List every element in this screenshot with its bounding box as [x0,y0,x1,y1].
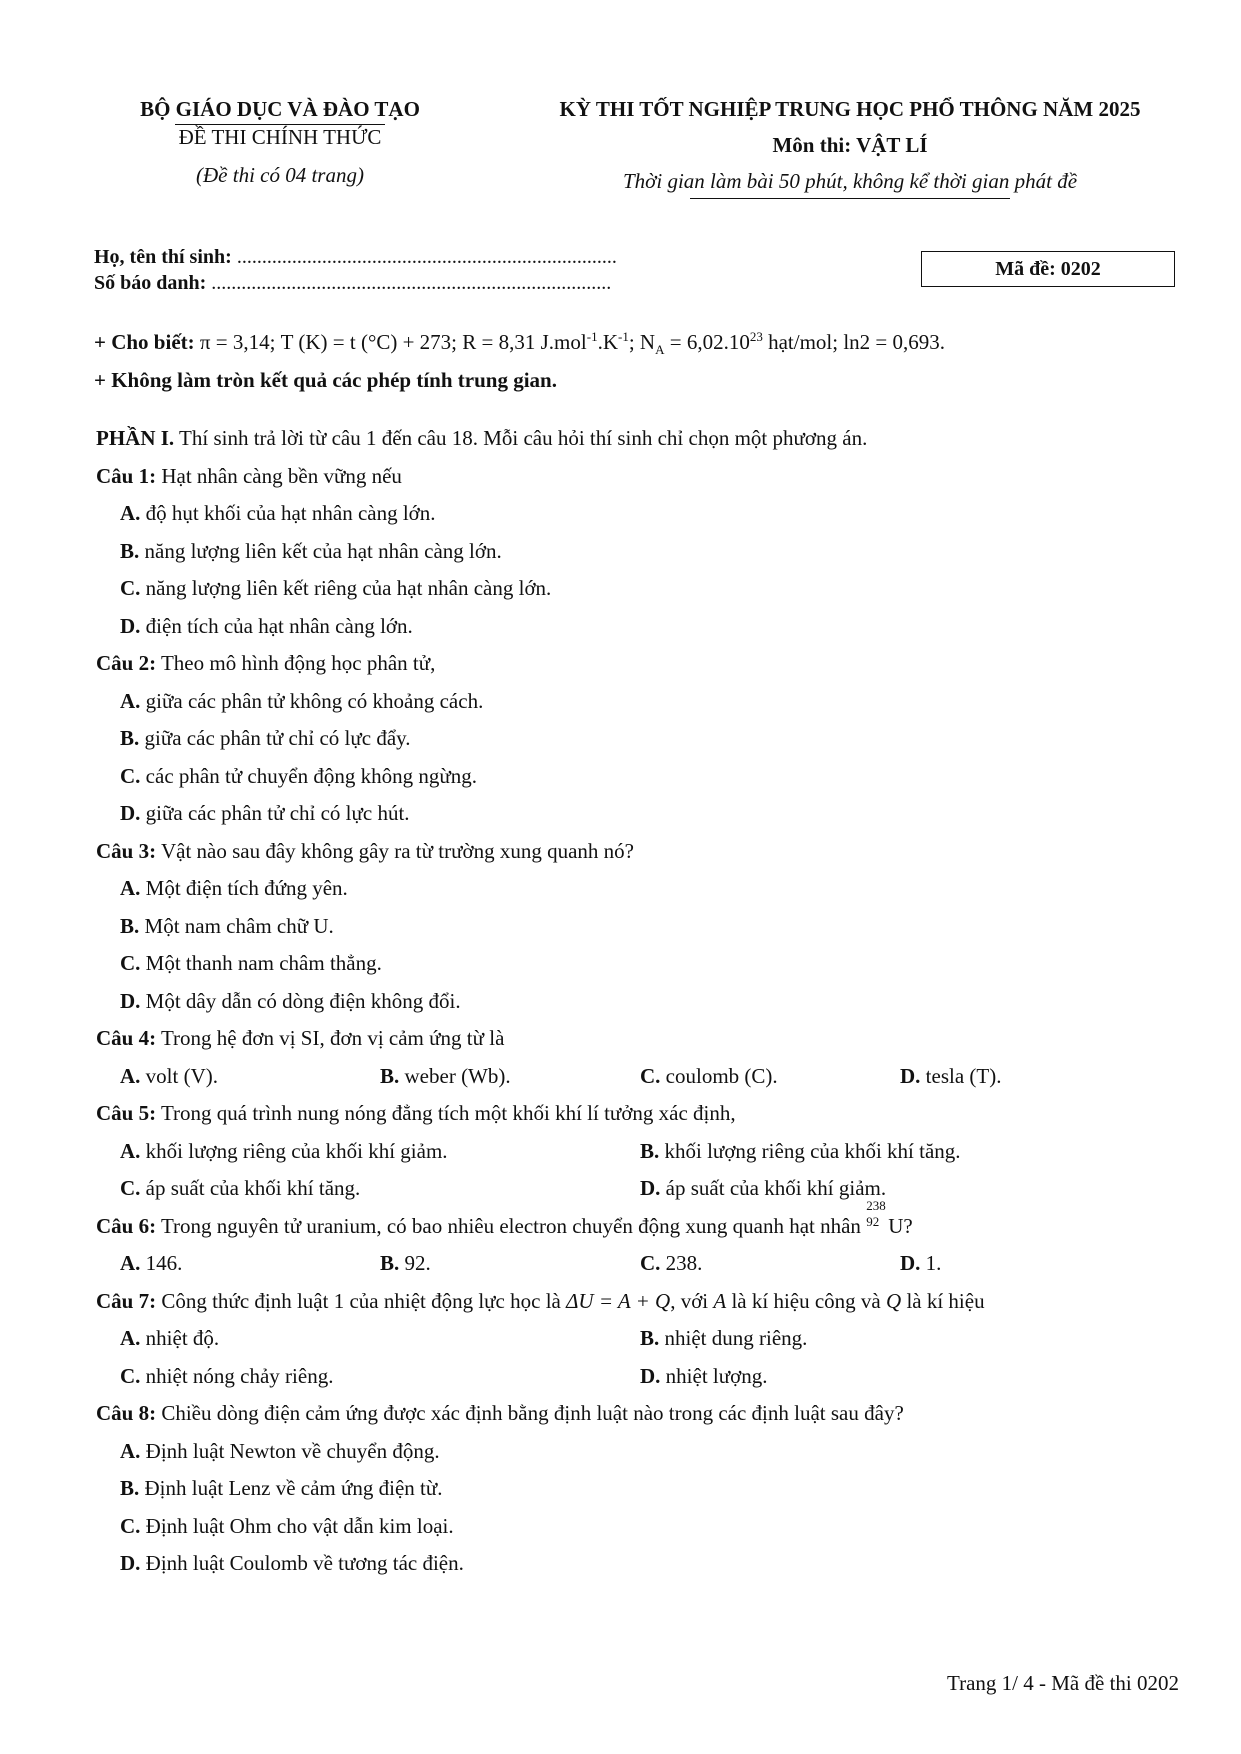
question-4: Câu 4: Trong hệ đơn vị SI, đơn vị cảm ứng từ là [96,1026,505,1050]
candidate-id-line [94,270,617,296]
candidate-info [94,244,617,296]
q1-option-b: B. năng lượng liên kết của hạt nhân càng lớn. [120,538,502,563]
given-na-val: = 6,02.10 [664,330,750,354]
time-note: Thời gian làm bài 50 phút, không kể thời gian phát đề [622,169,1078,193]
q6-option-a: A. 146. [120,1251,183,1275]
given-constants [94,322,1174,395]
given-note: + Không làm tròn kết quả các phép tính trung gian. [94,368,557,393]
section-part-1 [96,420,1176,1583]
first-law-formula: ΔU = A + Q [566,1288,671,1313]
q5-option-b: B. khối lượng riêng của khối khí tăng. [640,1138,961,1163]
candidate-name-line [94,244,617,270]
q6-option-c: C. 238. [640,1251,703,1275]
candidate-id-field: ................................................................................ [211,272,612,294]
question-1: Câu 1: Hạt nhân càng bền vững nếu [96,463,402,488]
q5-options-row1 [96,1133,1176,1171]
question-8: Câu 8: Chiều dòng điện cảm ứng được xác định bằng định luật nào trong các định luật sau đây? [96,1401,904,1425]
q3-option-c: C. Một thanh nam châm thẳng. [120,951,382,975]
given-na-sub: A [655,342,665,358]
question-2: Câu 2: Theo mô hình động học phân tử, [96,651,436,675]
question-5: Câu 5: Trong quá trình nung nóng đẳng tích một khối khí lí tưởng xác định, [96,1101,736,1125]
q2-option-d: D. giữa các phân tử chỉ có lực hút. [120,801,410,825]
q2-option-c: C. các phân tử chuyển động không ngừng. [120,763,477,788]
q4-option-d: D. tesla (T). [900,1063,1002,1088]
q5-option-c: C. áp suất của khối khí tăng. [120,1176,361,1200]
q3-option-a: A. Một điện tích đứng yên. [120,876,348,900]
given-temperature: T (K) = t (°C) + 273; [280,330,463,354]
q4-option-c: C. coulomb (C). [640,1063,778,1088]
subject-title: Môn thi: VẬT LÍ [772,133,928,157]
q3-option-b: B. Một nam châm chữ U. [120,913,334,938]
q1-option-d: D. điện tích của hạt nhân càng lớn. [120,613,413,638]
given-na: ; N [628,330,656,354]
q5-option-a: A. khối lượng riêng của khối khí giảm. [120,1138,448,1163]
exam-title: KỲ THI TỐT NGHIỆP TRUNG HỌC PHỔ THÔNG NĂM 2025 [559,97,1141,121]
q6-option-d: D. 1. [900,1251,942,1275]
header-rule [690,198,1010,199]
candidate-id-label: Số báo danh: [94,272,207,294]
exam-code-box: Mã đề: 0202 [921,251,1175,287]
uranium-nuclide: 238 92 [866,1197,886,1229]
q8-option-c: C. Định luật Ohm cho vật dẫn kim loại. [120,1513,454,1538]
given-line [94,322,1174,365]
q5-option-d: D. áp suất của khối khí giảm. [640,1176,887,1200]
candidate-name-field: ............................................................................ [236,246,617,268]
question-6: Câu 6: Trong nguyên tử uranium, có bao nhiêu electron chuyển động xung quanh hạt nhân 238 92 U? [96,1197,913,1238]
header-right [500,96,1200,199]
given-r-exp1: -1 [586,329,598,344]
given-r: R = 8,31 J.mol [462,330,587,354]
pages-note: (Đề thi có 04 trang) [196,163,364,187]
q8-option-b: B. Định luật Lenz về cảm ứng điện từ. [120,1476,443,1500]
q8-option-a: A. Định luật Newton về chuyển động. [120,1438,440,1463]
q2-option-b: B. giữa các phân tử chỉ có lực đẩy. [120,726,411,750]
q1-option-c: C. năng lượng liên kết riêng của hạt nhân càng lớn. [120,576,552,600]
given-na-exp: 23 [749,329,763,344]
section-text: Thí sinh trả lời từ câu 1 đến câu 18. Mỗi câu hỏi thí sinh chỉ chọn một phương án. [174,426,868,450]
q4-options [96,1058,1176,1096]
section-intro [96,420,1176,458]
official-label: ĐỀ THI CHÍNH THỨC [90,124,470,150]
q7-option-a: A. nhiệt độ. [120,1326,220,1350]
section-label: PHẦN I. [96,426,175,450]
question-7: Câu 7: Công thức định luật 1 của nhiệt động lực học là ΔU = A + Q, với A là kí hiệu công và Q là kí hiệu [96,1288,985,1313]
given-prefix: + Cho biết: [94,330,195,354]
q1-option-a: A. độ hụt khối của hạt nhân càng lớn. [120,501,436,525]
q6-option-b: B. 92. [380,1251,431,1275]
q6-options [96,1245,1176,1283]
given-r-exp2: -1 [618,329,629,344]
q4-option-b: B. weber (Wb). [380,1063,511,1088]
q2-option-a: A. giữa các phân tử không có khoảng cách. [120,688,484,713]
q7-option-b: B. nhiệt dung riêng. [640,1326,808,1350]
ministry-name: BỘ GIÁO DỤC VÀ ĐÀO TẠO [140,97,420,121]
q3-option-d: D. Một dây dẫn có dòng điện không đổi. [120,988,461,1013]
q8-option-d: D. Định luật Coulomb về tương tác điện. [120,1551,464,1575]
q7-options-row1 [96,1320,1176,1358]
q7-option-c: C. nhiệt nóng chảy riêng. [120,1363,334,1388]
question-3: Câu 3: Vật nào sau đây không gây ra từ trường xung quanh nó? [96,838,634,863]
q4-option-a: A. volt (V). [120,1063,218,1088]
page-footer: Trang 1/ 4 - Mã đề thi 0202 [947,1671,1179,1695]
given-r-mid: .K [597,330,618,354]
q7-options-row2 [96,1358,1176,1396]
given-na-tail: hạt/mol; ln2 = 0,693. [762,330,945,354]
q7-option-d: D. nhiệt lượng. [640,1363,768,1388]
q5-options-row2 [96,1170,1176,1208]
given-pi: π = 3,14; [194,330,281,354]
candidate-name-label: Họ, tên thí sinh: [94,246,232,268]
header-left [90,96,470,188]
